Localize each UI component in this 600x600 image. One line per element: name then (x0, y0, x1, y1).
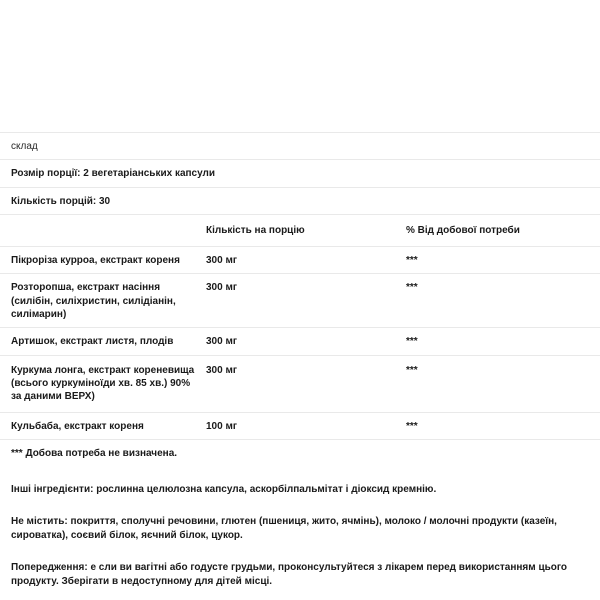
ingredient-daily-value: *** (405, 255, 418, 267)
supplement-facts-body (0, 133, 600, 467)
ingredient-amount: 100 мг (205, 420, 238, 432)
table-header-row (0, 214, 600, 246)
ingredient-daily-value: *** (405, 420, 418, 432)
ingredient-amount: 300 мг (205, 336, 238, 348)
free-from-text: Не містить: покриття, сполучні речовини, глютен (пшениця, жито, ячмінь), молоко / молочні продукти (казеїн, сироватка), соєвий білок, яєчний білок, цукор. (11, 515, 557, 542)
servings-per-container-row (0, 187, 600, 214)
table-row (0, 355, 600, 412)
ingredient-name: Артишок, екстракт листя, плодів (11, 336, 174, 348)
ingredient-daily-value: *** (405, 364, 418, 376)
warning-text: Попередження: е сли ви вагітні або годусте грудьми, проконсультуйтеся з лікарем перед використанням цього продукту. Зберігати в недоступному для дітей місці. (11, 561, 567, 588)
ingredient-daily-value: *** (405, 282, 418, 294)
column-header-amount-per-serving: Кількість на порцію (205, 224, 305, 236)
servings-per-container-text: Кількість порцій: 30 (11, 195, 111, 207)
other-ingredients-text: Інші інгредієнти: рослинна целюлозна капсула, аскорбілпальмітат і діоксид кремнію. (11, 484, 437, 496)
serving-size-row (0, 160, 600, 187)
daily-value-footnote-row (0, 439, 600, 466)
ingredient-amount: 300 мг (205, 364, 238, 376)
heading-row (0, 133, 600, 160)
ingredient-amount: 300 мг (205, 282, 238, 294)
ingredient-name: Кульбаба, екстракт кореня (11, 420, 144, 432)
column-header-daily-value: % Від добової потреби (405, 224, 520, 236)
supplement-facts-table (0, 132, 600, 466)
panel-heading: склад (11, 141, 38, 152)
ingredient-daily-value: *** (405, 336, 418, 348)
table-row (0, 328, 600, 355)
serving-size-text: Розмір порції: 2 вегетаріанських капсули (11, 168, 216, 180)
ingredient-name: Куркума лонга, екстракт кореневища (всього куркуміноїди хв. 85 хв.) 90% за даними ВЕРХ) (11, 364, 195, 403)
ingredient-name: Розторопша, екстракт насіння (силібін, силіхристин, силідіанін, силімарин) (11, 282, 176, 321)
ingredient-amount: 300 мг (205, 255, 238, 267)
table-row (0, 412, 600, 439)
table-row (0, 247, 600, 274)
top-spacer (0, 0, 600, 132)
footer-notes (0, 483, 600, 590)
daily-value-footnote: *** Добова потреба не визначена. (11, 447, 178, 459)
ingredient-name: Пікроріза курроа, екстракт кореня (11, 255, 180, 267)
column-header-name (0, 214, 200, 246)
table-row (0, 274, 600, 328)
